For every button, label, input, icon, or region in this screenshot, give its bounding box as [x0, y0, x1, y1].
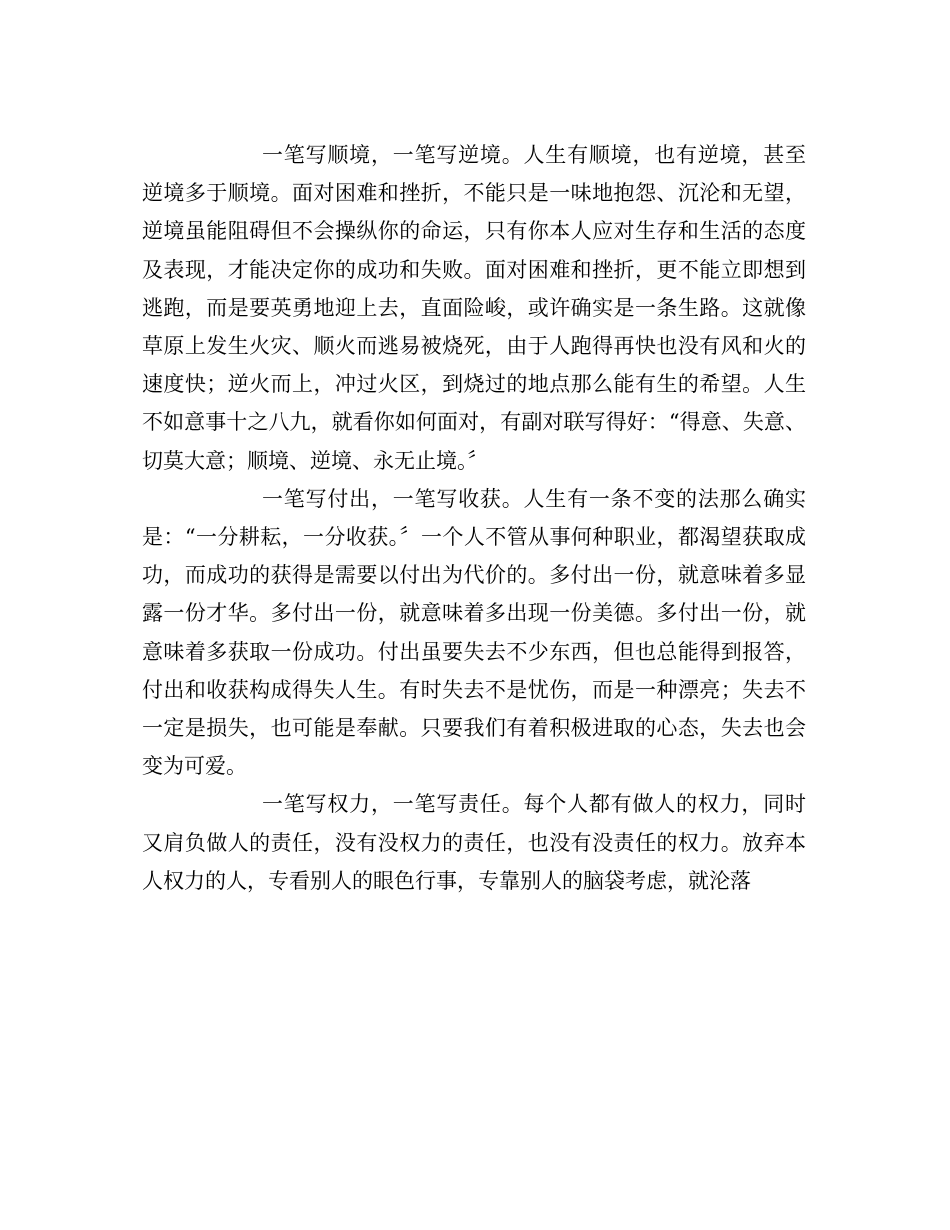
paragraph-adversity: 一笔写顺境，一笔写逆境。人生有顺境，也有逆境，甚至逆境多于顺境。面对困难和挫折，不能只是一味地抱怨、沉沦和无望，逆境虽能阻碍但不会操纵你的命运，只有你本人应对生存和生活的态度及表现，才能决定你的成功和失败。面对困难和挫折，更不能立即想到逃跑，而是要英勇地迎上去，直面险峻，或许确实是一条生路。这就像草原上发生火灾、顺火而逃易被烧死，由于人跑得再快也没有风和火的速度快；逆火而上，冲过火区，到烧过的地点那么能有生的希望。人生不如意事十之八九，就看你如何面对，有副对联写得好：“得意、失意、切莫大意；顺境、逆境、永无止境。〞 [142, 143, 806, 473]
paragraph-power-responsibility: 一笔写权力，一笔写责任。每个人都有做人的权力，同时又肩负做人的责任，没有没权力的责任，也没有没责任的权力。放弃本人权力的人，专看别人的眼色行事，专靠别人的脑袋考虑，就沦落 [142, 792, 806, 893]
paragraph-effort-reward: 一笔写付出，一笔写收获。人生有一条不变的法那么确实是：“一分耕耘，一分收获。〞一个人不管从事何种职业，都渴望获取成功，而成功的获得是需要以付出为代价的。多付出一份，就意味着多显露一份才华。多付出一份，就意味着多出现一份美德。多付出一份，就意味着多获取一份成功。付出虽要失去不少东西，但也总能得到报答，付出和收获构成得失人生。有时失去不是忧伤，而是一种漂亮；失去不一定是损失，也可能是奉献。只要我们有着积极进取的心态，失去也会变为可爱。 [142, 486, 806, 779]
document-body [142, 136, 806, 900]
